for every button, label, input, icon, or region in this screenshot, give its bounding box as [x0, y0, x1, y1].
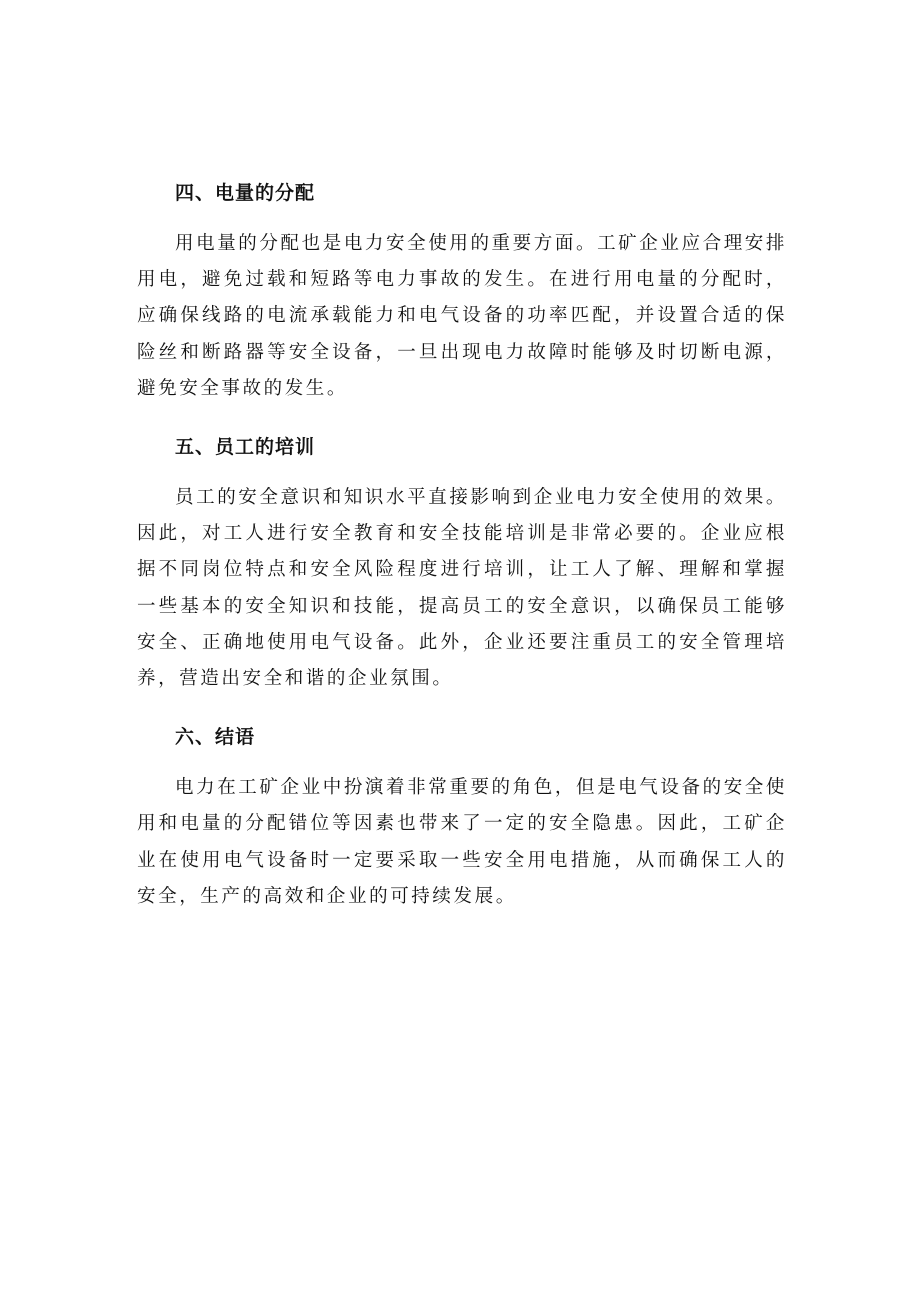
section-staff-training — [137, 432, 787, 697]
document-content — [137, 178, 787, 940]
section-paragraph: 电力在工矿企业中扮演着非常重要的角色，但是电气设备的安全使用和电量的分配错位等因素也带来了一定的安全隐患。因此，工矿企业在使用电气设备时一定要采取一些安全用电措施，从而确保工人的安全，生产的高效和企业的可持续发展。 — [137, 777, 787, 907]
section-paragraph: 员工的安全意识和知识水平直接影响到企业电力安全使用的效果。因此，对工人进行安全教育和安全技能培训是非常必要的。企业应根据不同岗位特点和安全风险程度进行培训，让工人了解、理解和掌握一些基本的安全知识和技能，提高员工的安全意识，以确保员工能够安全、正确地使用电气设备。此外，企业还要注重员工的安全管理培养，营造出安全和谐的企业氛围。 — [137, 487, 787, 690]
section-heading: 五、员工的培训 — [175, 436, 316, 459]
section-power-distribution — [137, 178, 787, 407]
section-conclusion — [137, 722, 787, 915]
section-heading: 四、电量的分配 — [175, 182, 316, 204]
section-heading: 六、结语 — [175, 726, 256, 749]
section-paragraph: 用电量的分配也是电力安全使用的重要方面。工矿企业应合理安排用电，避免过载和短路等电力事故的发生。在进行用电量的分配时，应确保线路的电流承载能力和电气设备的功率匹配，并设置合适的保险丝和断路器等安全设备，一旦出现电力故障时能够及时切断电源，避免安全事故的发生。 — [137, 233, 787, 399]
